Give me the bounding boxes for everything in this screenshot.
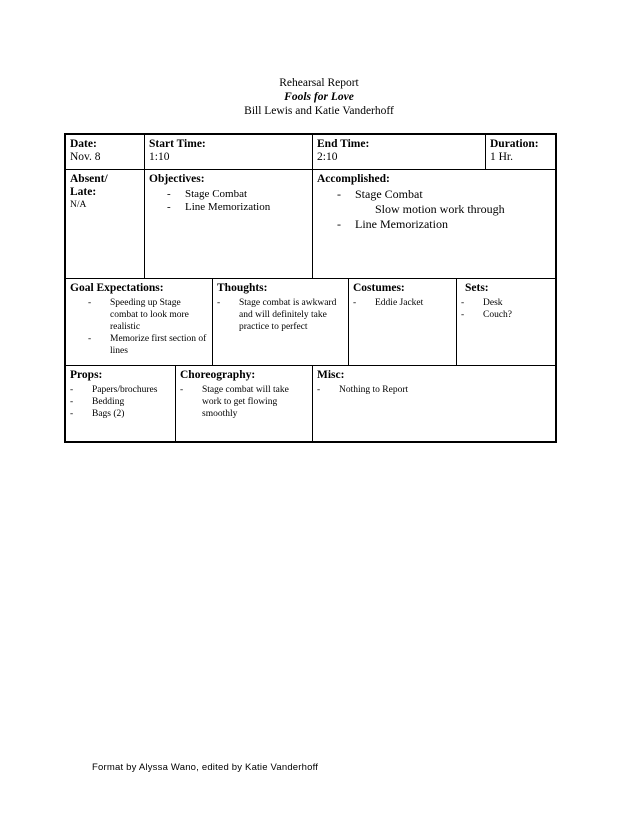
list-item: - Memorize first section of lines — [88, 334, 207, 356]
duration-label: Duration: — [490, 138, 539, 150]
end-time-cell — [312, 135, 485, 169]
list-item: - Nothing to Report — [317, 385, 409, 395]
report-authors: Bill Lewis and Katie Vanderhoff — [244, 105, 394, 117]
date-value: Nov. 8 — [70, 151, 101, 163]
thoughts-list — [217, 297, 344, 333]
list-item: - Stage Combat — [167, 188, 248, 200]
list-item: - Stage combat is awkward and will definitely take practice to perfect — [217, 298, 337, 332]
costumes-cell — [348, 279, 456, 366]
goal-expectations-label: Goal Expectations: — [70, 282, 164, 294]
accomplished-list — [317, 187, 551, 232]
end-time-value: 2:10 — [317, 151, 338, 163]
absent-label: Absent/ — [70, 173, 108, 185]
list-item: - Line Memorization — [337, 217, 448, 231]
goal-expectations-cell — [66, 279, 212, 366]
list-item: - Stage Combat — [337, 187, 423, 201]
date-cell — [66, 135, 144, 169]
list-item: - Line Memorization — [167, 201, 271, 213]
list-item: - Papers/brochures — [70, 385, 158, 395]
time-row — [66, 135, 555, 169]
objectives-list — [149, 188, 308, 214]
choreography-cell — [175, 366, 312, 441]
start-time-label: Start Time: — [149, 138, 206, 150]
props-label: Props: — [70, 369, 103, 381]
start-time-value: 1:10 — [149, 151, 170, 163]
list-item: - Eddie Jacket — [353, 298, 424, 308]
report-header — [0, 76, 638, 118]
accomplished-label: Accomplished: — [317, 173, 390, 185]
production-title: Fools for Love — [284, 91, 354, 103]
accomplished-cell — [312, 170, 555, 279]
objectives-row — [66, 169, 555, 279]
end-time-label: End Time: — [317, 138, 370, 150]
misc-list — [317, 384, 551, 396]
misc-cell — [312, 366, 555, 441]
goal-list — [70, 297, 208, 357]
list-item: - Bedding — [70, 397, 125, 407]
list-item: - Desk — [461, 298, 503, 308]
thoughts-cell — [212, 279, 348, 366]
choreography-list — [180, 384, 308, 420]
costumes-label: Costumes: — [353, 282, 405, 294]
props-list — [70, 384, 171, 420]
list-item: - Bags (2) — [70, 409, 125, 419]
sets-cell — [456, 279, 555, 366]
start-time-cell — [144, 135, 312, 169]
report-title: Rehearsal Report — [279, 77, 359, 89]
objectives-label: Objectives: — [149, 173, 205, 185]
date-label: Date: — [70, 138, 97, 150]
choreography-label: Choreography: — [180, 369, 256, 381]
duration-value: 1 Hr. — [490, 151, 513, 163]
props-cell — [66, 366, 175, 441]
list-item: - Stage combat will take work to get flowing smoothly — [180, 385, 289, 419]
props-row — [66, 365, 555, 441]
duration-cell — [485, 135, 555, 169]
misc-label: Misc: — [317, 369, 345, 381]
format-credit: Format by Alyssa Wano, edited by Katie Vanderhoff — [92, 762, 319, 773]
objectives-cell — [144, 170, 312, 279]
expectations-row — [66, 278, 555, 366]
absent-late-cell — [66, 170, 144, 279]
list-item: - Couch? — [461, 310, 513, 320]
costumes-list — [353, 297, 452, 309]
rehearsal-report-table — [64, 133, 557, 443]
sets-list — [461, 297, 551, 321]
list-item-detail: Slow motion work through — [375, 202, 505, 216]
late-label: Late: — [70, 186, 97, 198]
sets-label: Sets: — [465, 282, 489, 294]
absent-value: N/A — [70, 200, 87, 210]
thoughts-label: Thoughts: — [217, 282, 268, 294]
list-item: - Speeding up Stage combat to look more realistic — [88, 298, 189, 332]
